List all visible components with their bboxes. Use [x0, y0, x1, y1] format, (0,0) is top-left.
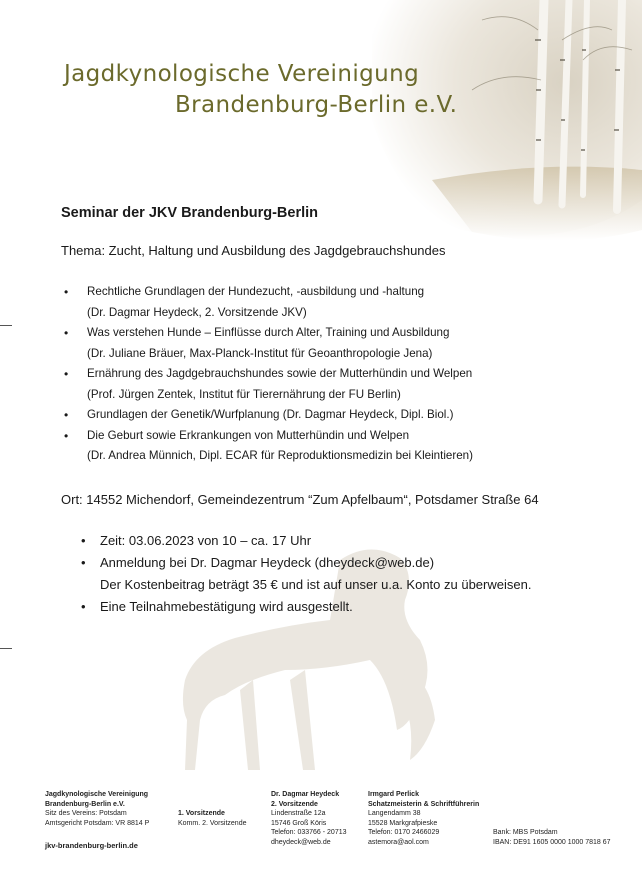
detail-text: Eine Teilnahmebestätigung wird ausgestellt. [100, 599, 353, 614]
topic-speaker: (Dr. Juliane Bräuer, Max-Planck-Institut für Geoanthropologie Jena) [87, 346, 433, 360]
footer-org [45, 790, 149, 828]
topic-title: Grundlagen der Genetik/Wurfplanung (Dr. Dagmar Heydeck, Dipl. Biol.) [87, 408, 454, 421]
footer-heydeck-name: Dr. Dagmar Heydeck [271, 791, 340, 798]
footer-role-2: Komm. 2. Vorsitzende [178, 819, 247, 827]
footer-heydeck-phone: Telefon: 033766 - 20713 [271, 829, 347, 837]
topic-item [64, 323, 584, 364]
details-list [81, 530, 581, 618]
footer-bank-name: Bank: MBS Potsdam [493, 829, 558, 836]
topic-title: Was verstehen Hunde – Einflüsse durch Alter, Training und Ausbildung [87, 326, 450, 339]
bullet: • [81, 599, 86, 614]
detail-item-registration [81, 552, 581, 596]
footer-heydeck-email[interactable]: dheydeck@web.de [271, 838, 331, 846]
topic-title: Die Geburt sowie Erkrankungen von Mutterhündin und Welpen [87, 428, 410, 442]
seminar-title: Seminar der JKV Brandenburg-Berlin [61, 205, 319, 221]
footer-org-court: Amtsgericht Potsdam: VR 8814 P [45, 819, 150, 827]
topic-speaker: (Dr. Andrea Münnich, Dipl. ECAR für Reproduktionsmedizin bei Kleintieren) [87, 449, 473, 462]
fold-mark-top [0, 325, 12, 326]
footer-perlick-city: 15528 Markgrafpieske [368, 819, 438, 827]
bullet: • [81, 533, 86, 548]
bullet: • [64, 428, 69, 443]
footer-perlick [368, 790, 479, 848]
topic-item [64, 405, 584, 426]
bullet: • [64, 408, 69, 422]
footer-perlick-role: Schatzmeisterin & Schriftführerin [368, 800, 480, 808]
topic-item [64, 364, 584, 405]
detail-fee: Der Kostenbeitrag beträgt 35 € und ist auf unser u.a. Konto zu überweisen. [100, 577, 532, 592]
topic-list [64, 282, 584, 467]
footer-perlick-email[interactable]: astemora@aol.com [368, 838, 429, 846]
org-title-line1: Jagdkynologische Vereinigung [64, 61, 420, 87]
footer-role-1: 1. Vorsitzende [178, 810, 225, 817]
footer-perlick-phone: Telefon: 0170 2466029 [368, 829, 440, 837]
topic-item [64, 426, 584, 467]
topic-speaker: (Prof. Jürgen Zentek, Institut für Tierernährung der FU Berlin) [87, 387, 401, 401]
bullet: • [64, 326, 69, 340]
footer-perlick-name: Irmgard Perlick [368, 791, 419, 798]
fold-mark-bottom [0, 648, 12, 649]
detail-text: Zeit: 03.06.2023 von 10 – ca. 17 Uhr [100, 533, 312, 548]
detail-text: Anmeldung bei Dr. Dagmar Heydeck (dheydeck@web.de) [100, 555, 435, 570]
bullet: • [81, 555, 86, 570]
footer-iban: IBAN: DE91 1605 0000 1000 7818 67 [493, 838, 611, 846]
footer-website-link[interactable]: jkv-brandenburg-berlin.de [45, 841, 138, 850]
footer-heydeck [271, 790, 347, 848]
topic-title: Rechtliche Grundlagen der Hundezucht, -ausbildung und -haltung [87, 285, 425, 298]
topic-speaker: (Dr. Dagmar Heydeck, 2. Vorsitzende JKV) [87, 305, 307, 319]
footer-org-seat: Sitz des Vereins: Potsdam [45, 810, 127, 818]
seminar-theme: Thema: Zucht, Haltung und Ausbildung des Jagdgebrauchshundes [61, 243, 446, 258]
bullet: • [64, 285, 69, 299]
topic-title: Ernährung des Jagdgebrauchshundes sowie der Mutterhündin und Welpen [87, 367, 473, 380]
footer-org-name-1: Jagdkynologische Vereinigung [45, 791, 149, 798]
footer-org-name-2: Brandenburg-Berlin e.V. [45, 800, 125, 808]
footer-perlick-street: Langendamm 38 [368, 810, 421, 818]
footer-heydeck-city: 15746 Groß Köris [271, 819, 327, 827]
topic-item [64, 282, 584, 323]
location: Ort: 14552 Michendorf, Gemeindezentrum “Zum Apfelbaum“, Potsdamer Straße 64 [61, 492, 539, 507]
bullet: • [64, 367, 69, 381]
detail-item-time [81, 530, 581, 552]
detail-item-certificate [81, 596, 581, 618]
birch-trees-painting [312, 0, 642, 260]
org-title-line2: Brandenburg-Berlin e.V. [175, 92, 458, 118]
footer-roles [178, 809, 246, 828]
footer-heydeck-role: 2. Vorsitzende [271, 800, 318, 808]
footer-bank [493, 828, 611, 847]
footer-heydeck-street: Lindenstraße 12a [271, 810, 326, 818]
